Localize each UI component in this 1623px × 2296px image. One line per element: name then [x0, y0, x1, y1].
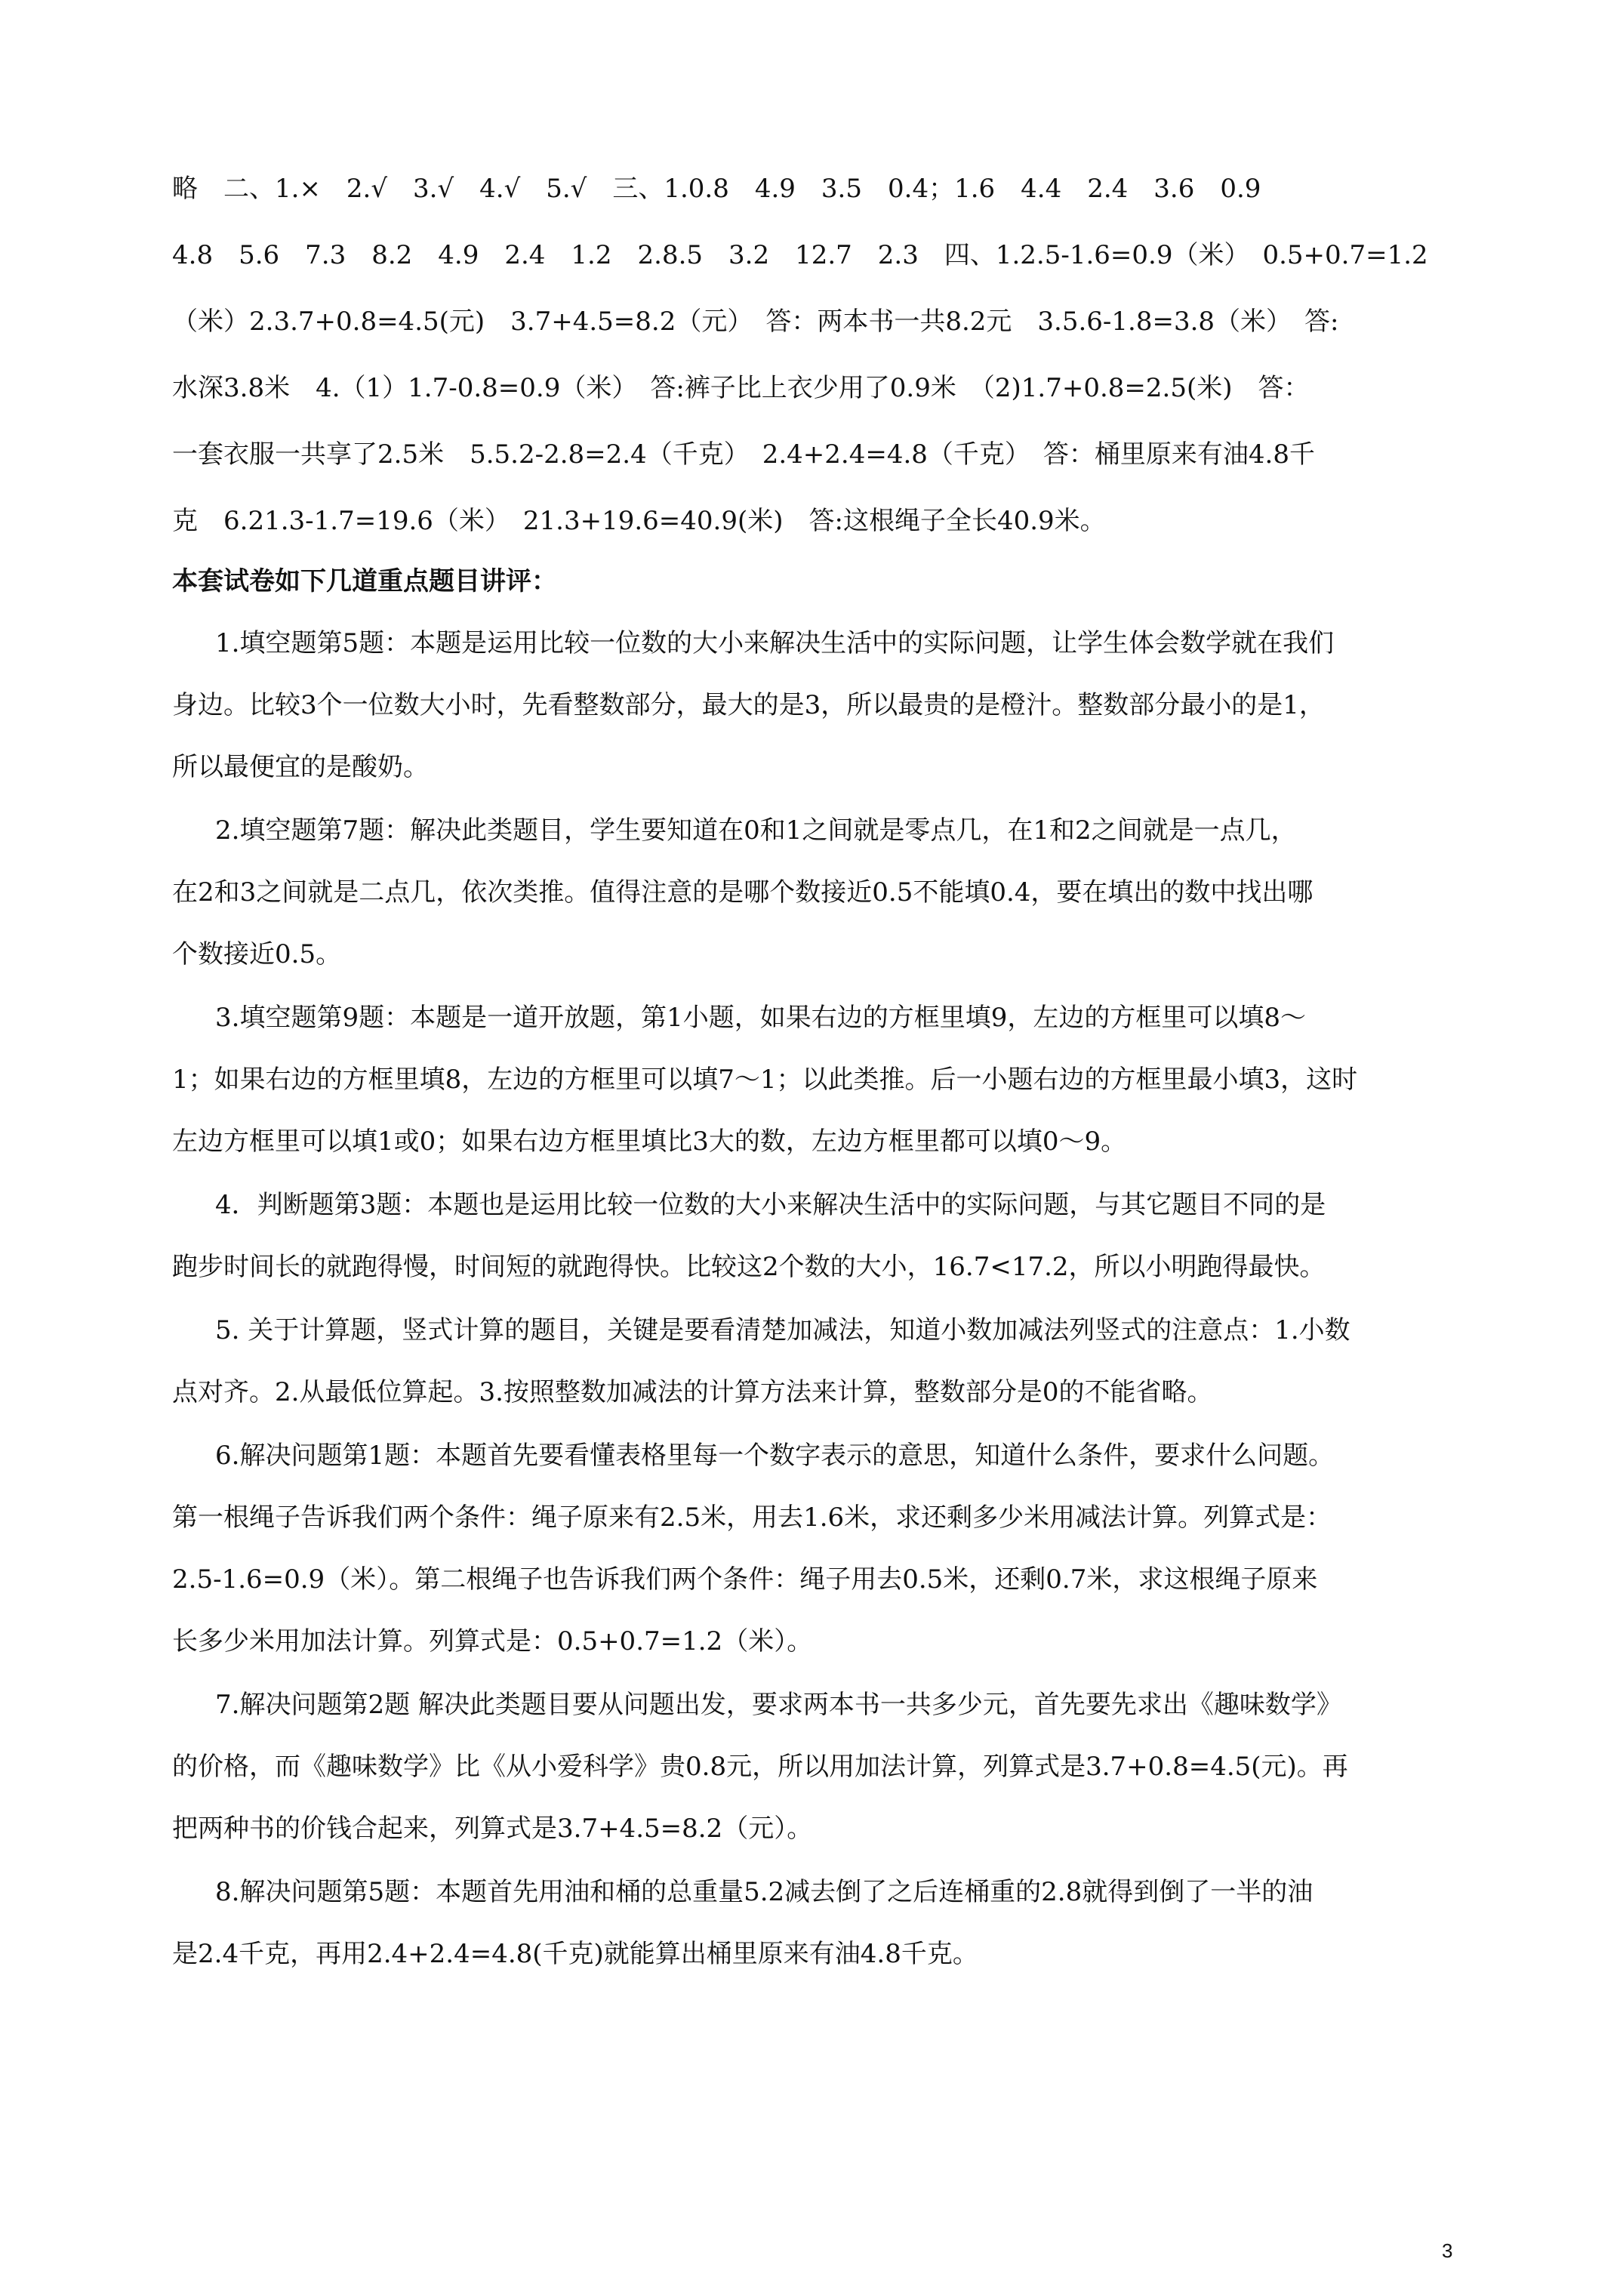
commentary-line: 7.解决问题第2题 解决此类题目要从问题出发，要求两本书一共多少元，首先要先求出《趣味数学》	[215, 1690, 1342, 1720]
answer-line-1: 略 二、1.× 2.√ 3.√ 4.√ 5.√ 三、1.0.8 4.9 3.5 0.4；1.6 4.4 2.4 3.6 0.9	[172, 174, 1261, 204]
commentary-line: 把两种书的价钱合起来，列算式是3.7+4.5=8.2（元）。	[172, 1814, 813, 1844]
commentary-line: 是2.4千克，再用2.4+2.4=4.8(千克)就能算出桶里原来有油4.8千克。	[172, 1939, 978, 1969]
commentary-line: 在2和3之间就是二点几，依次类推。值得注意的是哪个数接近0.5不能填0.4，要在填出的数中找出哪	[172, 877, 1313, 908]
commentary-line: 长多少米用加法计算。列算式是：0.5+0.7=1.2（米）。	[172, 1626, 813, 1657]
answer-line-4: 水深3.8米 4.（1）1.7-0.8=0.9（米） 答:裤子比上衣少用了0.9米 （2)1.7+0.8=2.5(米) 答：	[172, 373, 1310, 403]
commentary-line: 4．判断题第3题：本题也是运用比较一位数的大小来解决生活中的实际问题，与其它题目不同的是	[215, 1190, 1326, 1220]
commentary-line: 第一根绳子告诉我们两个条件：绳子原来有2.5米，用去1.6米，求还剩多少米用减法计算。列算式是：	[172, 1502, 1332, 1533]
commentary-line: 个数接近0.5。	[172, 939, 342, 969]
answer-line-3: （米）2.3.7+0.8=4.5(元) 3.7+4.5=8.2（元） 答：两本书一共8.2元 3.5.6-1.8=3.8（米） 答:	[172, 307, 1339, 337]
answer-line-2: 4.8 5.6 7.3 8.2 4.9 2.4 1.2 2.8.5 3.2 12.7 2.3 四、1.2.5-1.6=0.9（米） 0.5+0.7=1.2	[172, 240, 1428, 270]
commentary-line: 6.解决问题第1题：本题首先要看懂表格里每一个数字表示的意思，知道什么条件，要求什么问题。	[215, 1441, 1335, 1471]
commentary-line: 2.5-1.6=0.9（米）。第二根绳子也告诉我们两个条件：绳子用去0.5米，还剩0.7米，求这根绳子原来	[172, 1564, 1318, 1595]
commentary-line: 左边方框里可以填1或0；如果右边方框里填比3大的数，左边方框里都可以填0～9。	[172, 1126, 1127, 1157]
commentary-line: 点对齐。2.从最低位算起。3.按照整数加减法的计算方法来计算，整数部分是0的不能省略。	[172, 1377, 1213, 1407]
commentary-line: 5. 关于计算题，竖式计算的题目，关键是要看清楚加减法，知道小数加减法列竖式的注意点：1.小数	[215, 1315, 1350, 1345]
answer-line-6: 克 6.21.3-1.7=19.6（米） 21.3+19.6=40.9(米) 答:这根绳子全长40.9米。	[172, 506, 1106, 536]
answer-line-5: 一套衣服一共享了2.5米 5.5.2-2.8=2.4（千克） 2.4+2.4=4.8（千克） 答：桶里原来有油4.8千	[172, 439, 1315, 470]
page-number: 3	[1442, 2239, 1453, 2262]
commentary-line: 8.解决问题第5题：本题首先用油和桶的总重量5.2减去倒了之后连桶重的2.8就得到倒了一半的油	[215, 1877, 1313, 1907]
commentary-line: 2.填空题第7题：解决此类题目，学生要知道在0和1之间就是零点几，在1和2之间就是一点几，	[215, 815, 1297, 846]
commentary-line: 1；如果右边的方框里填8，左边的方框里可以填7～1；以此类推。后一小题右边的方框里最小填3，这时	[172, 1065, 1358, 1095]
commentary-line: 3.填空题第9题：本题是一道开放题，第1小题，如果右边的方框里填9，左边的方框里可以填8～	[215, 1003, 1306, 1033]
commentary-line: 身边。比较3个一位数大小时，先看整数部分，最大的是3，所以最贵的是橙汁。整数部分最小的是1，	[172, 690, 1325, 720]
commentary-line: 1.填空题第5题：本题是运用比较一位数的大小来解决生活中的实际问题，让学生体会数学就在我们	[215, 628, 1335, 658]
section-heading: 本套试卷如下几道重点题目讲评：	[172, 566, 557, 596]
commentary-line: 的价格，而《趣味数学》比《从小爱科学》贵0.8元，所以用加法计算，列算式是3.7+0.8=4.5(元)。再	[172, 1752, 1348, 1782]
commentary-line: 所以最便宜的是酸奶。	[172, 752, 429, 782]
commentary-line: 跑步时间长的就跑得慢，时间短的就跑得快。比较这2个数的大小，16.7<17.2，所以小明跑得最快。	[172, 1252, 1326, 1282]
